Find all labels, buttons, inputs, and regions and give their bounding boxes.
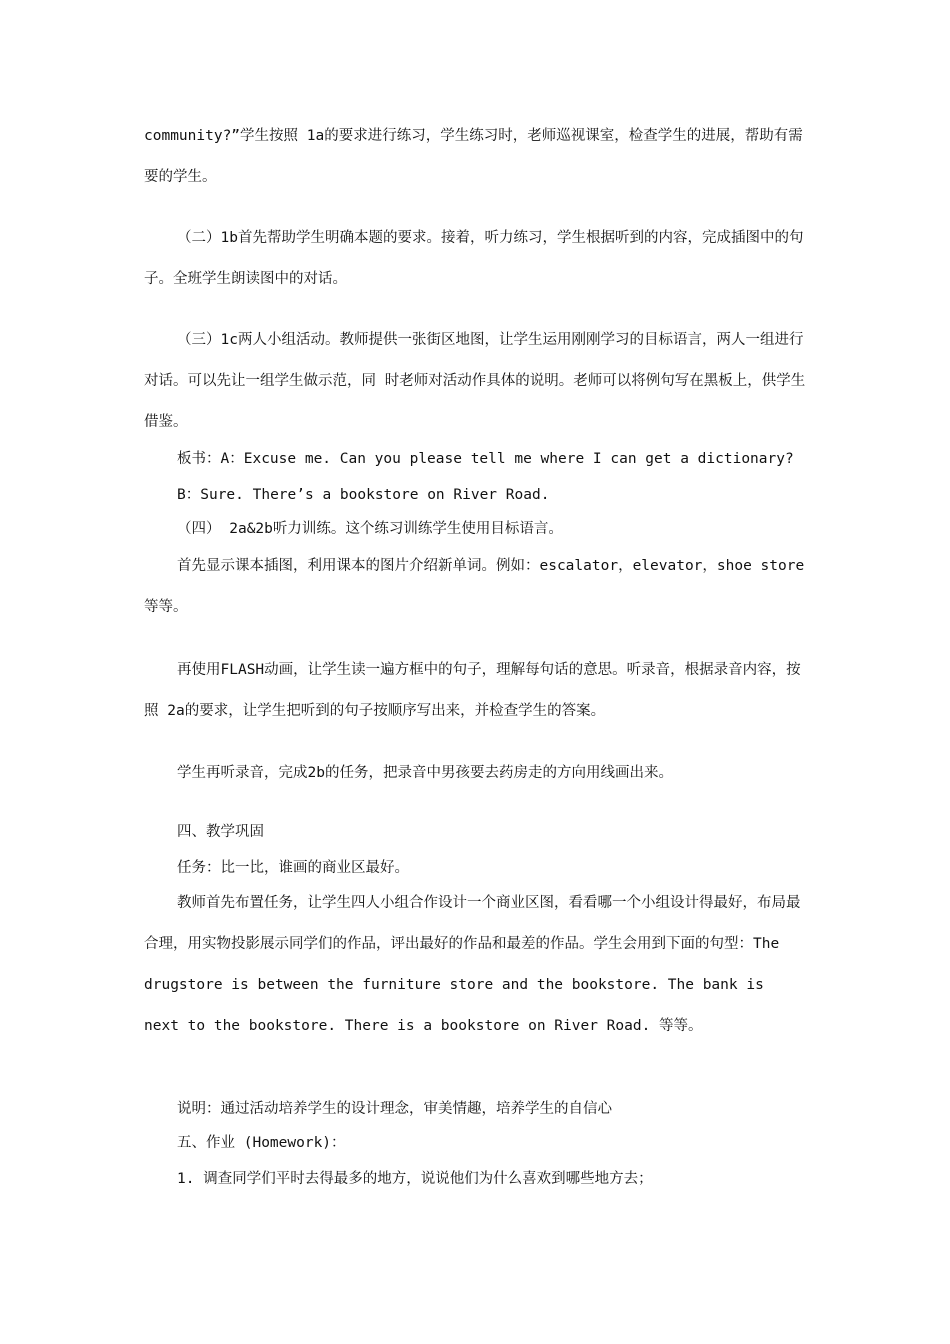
paragraph-flash-listening: 再使用FLASH动画，让学生读一遍方框中的句子，理解每句话的意思。听录音，根据录音内容，按照 2a的要求，让学生把听到的句子按顺序写出来，并检查学生的答案。 [144, 662, 801, 719]
homework-item-1: 1. 调查同学们平时去得最多的地方，说说他们为什么喜欢到哪些地方去； [177, 1171, 653, 1187]
paragraph-1c-pairwork: （三）1c两人小组活动。教师提供一张街区地图，让学生运用刚刚学习的目标语言，两人一组进行对话。可以先让一组学生做示范，同 时老师对活动作具体的说明。老师可以将例句写在黑板上，供学生借鉴。 [144, 332, 806, 430]
paragraph-1b-listening: （二）1b首先帮助学生明确本题的要求。接着，听力练习，学生根据听到的内容，完成插图中的句子。全班学生朗读图中的对话。 [144, 230, 804, 287]
paragraph-new-words: 首先显示课本插图，利用课本的图片介绍新单词。例如：escalator，elevator，shoe store等等。 [144, 558, 805, 615]
task-line: 任务：比一比，谁画的商业区最好。 [177, 860, 409, 876]
paragraph-2b-task: 学生再听录音，完成2b的任务，把录音中男孩要去药房走的方向用线画出来。 [177, 765, 673, 781]
blackboard-example-a: 板书：A：Excuse me. Can you please tell me where I can get a dictionary? [177, 451, 794, 467]
blackboard-example-b: B：Sure. There’s a bookstore on River Road. [177, 487, 550, 503]
paragraph-1a-practice: community?”学生按照 1a的要求进行练习，学生练习时，老师巡视课室，检查学生的进展，帮助有需要的学生。 [144, 128, 803, 185]
section-heading-homework: 五、作业 (Homework)： [177, 1135, 346, 1151]
section-heading-consolidation: 四、教学巩固 [177, 824, 264, 840]
explanation-line: 说明：通过活动培养学生的设计理念，审美情趣，培养学生的自信心 [177, 1101, 612, 1117]
paragraph-2a-2b-heading: （四） 2a&2b听力训练。这个练习训练学生使用目标语言。 [177, 521, 563, 537]
paragraph-design-task: 教师首先布置任务，让学生四人小组合作设计一个商业区图，看看哪一个小组设计得最好，布局最合理，用实物投影展示同学们的作品，评出最好的作品和最差的作品。学生会用到下面的句型：The drugstore is between the furniture store and the bookstore. The bank is next to the bookstore. There is a bookstore on River Road. 等等。 [144, 895, 801, 1034]
